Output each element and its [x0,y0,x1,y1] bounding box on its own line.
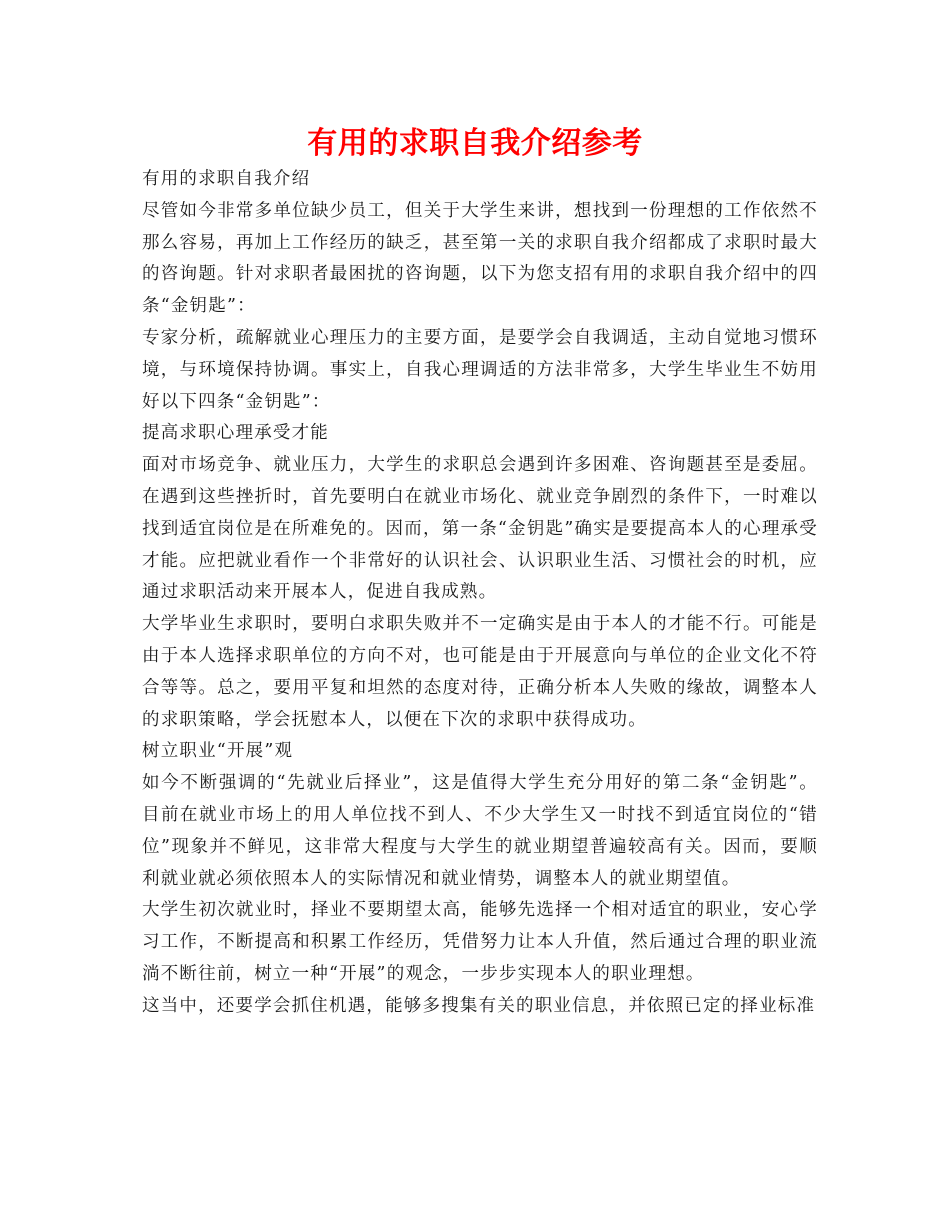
paragraph: 有用的求职自我介绍 [142,169,311,189]
paragraph: 树立职业“开展”观 [142,741,294,762]
paragraph: 专家分析，疏解就业心理压力的主要方面，是要学会自我调适，主动自觉地习惯环境，与环境保持协调。事实上，自我心理调适的方法非常多，大学生毕业生不妨用好以下四条“金钥匙”： [142,327,818,412]
paragraph: 如今不断强调的“先就业后择业”，这是值得大学生充分用好的第二条“金钥匙”。目前在就业市场上的用人单位找不到人、不少大学生又一时找不到适宜岗位的“错位”现象并不鲜见，这非常大程度与大学生的就业期望普遍较高有关。因而，要顺利就业就必须依照本人的实际情况和就业情势，调整本人的就业期望值。 [142,773,818,889]
paragraph: 面对市场竞争、就业压力，大学生的求职总会遇到许多困难、咨询题甚至是委屈。在遇到这些挫折时，首先要明白在就业市场化、就业竞争剧烈的条件下，一时难以找到适宜岗位是在所难免的。因而，第一条“金钥匙”确实是要提高本人的心理承受才能。应把就业看作一个非常好的认识社会、认识职业生活、习惯社会的时机，应通过求职活动来开展本人，促进自我成熟。 [142,455,818,603]
document-body [142,164,818,1023]
paragraph: 尽管如今非常多单位缺少员工，但关于大学生来讲，想找到一份理想的工作依然不那么容易，再加上工作经历的缺乏，甚至第一关的求职自我介绍都成了求职时最大的咨询题。针对求职者最困扰的咨询题，以下为您支招有用的求职自我介绍中的四条“金钥匙”： [142,200,818,317]
paragraph: 提高求职心理承受才能 [142,423,329,444]
paragraph: 大学毕业生求职时，要明白求职失败并不一定确实是由于本人的才能不行。可能是由于本人选择求职单位的方向不对，也可能是由于开展意向与单位的企业文化不符合等等。总之，要用平复和坦然的态度对待，正确分析本人失败的缘故，调整本人的求职策略，学会抚慰本人，以便在下次的求职中获得成功。 [142,614,818,730]
paragraph: 这当中，还要学会抓住机遇，能够多搜集有关的职业信息，并依照已定的择业标准 [142,995,816,1016]
paragraph: 大学生初次就业时，择业不要期望太高，能够先选择一个相对适宜的职业，安心学习工作，不断提高和积累工作经历，凭借努力让本人升值，然后通过合理的职业流淌不断往前，树立一种“开展”的观念，一步步实现本人的职业理想。 [142,900,818,984]
document-title: 有用的求职自我介绍参考 [307,126,643,161]
